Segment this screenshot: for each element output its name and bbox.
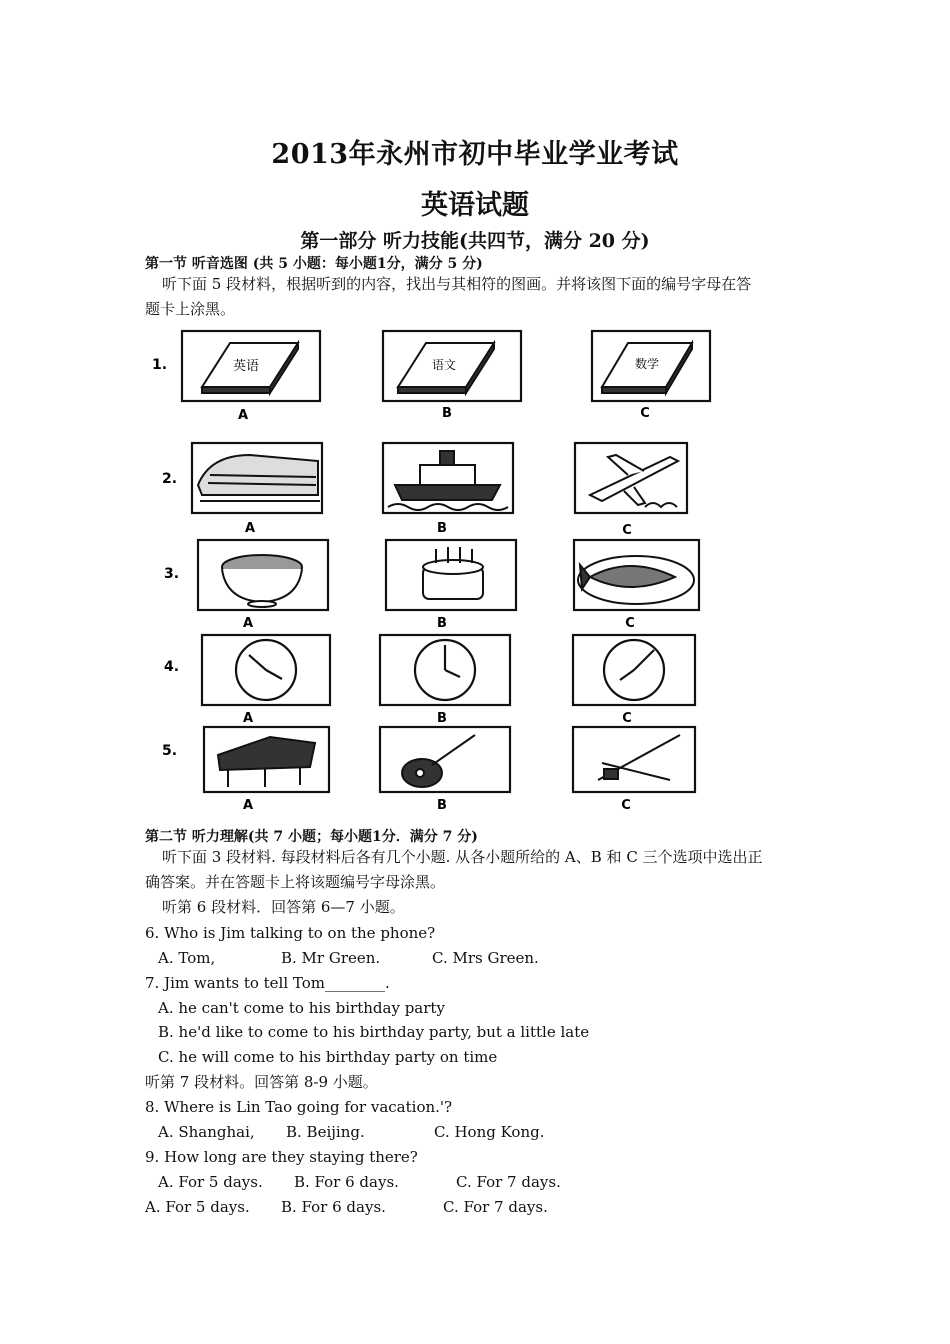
q9-repeat-option-b: B. For 6 days. (281, 1198, 386, 1216)
q9-option-c: C. For 7 days. (456, 1173, 561, 1191)
q7-option-b: B. he'd like to come to his birthday party, but a little late (158, 1023, 590, 1041)
book-b-label: 语文 (431, 358, 457, 372)
q7-option-c: C. he will come to his birthday party on time (158, 1048, 498, 1066)
row-1-option-c: C (640, 406, 650, 421)
fish-icon (578, 556, 694, 604)
book-c-label: 数学 (634, 357, 660, 371)
birthday-cake-icon (423, 547, 483, 599)
clock-b-icon (415, 640, 475, 700)
row-1-number: 1. (152, 357, 168, 373)
exam-subject: 英语试题 (421, 190, 529, 221)
section1-heading: 第一节 听音选图 (共 5 小题：每小题1分，满分 5 分) (145, 256, 483, 272)
row-1-option-b: B (442, 406, 452, 421)
material-7-heading: 听第 7 段材料。回答第 8-9 小题。 (145, 1073, 378, 1091)
clock-c-icon (604, 640, 664, 700)
q9-repeat-option-c: C. For 7 days. (443, 1198, 548, 1216)
q8-option-c: C. Hong Kong. (434, 1123, 545, 1141)
q6-option-c: C. Mrs Green. (432, 949, 539, 967)
question-6: 6. Who is Jim talking to on the phone? (145, 924, 436, 942)
section1-instruction-line2: 题卡上涂黑。 (145, 300, 236, 318)
material-6-heading: 听第 6 段材料．回答第 6—7 小题。 (162, 898, 405, 916)
row-5-option-a: A (242, 798, 254, 813)
q8-option-b: B. Beijing. (286, 1123, 365, 1141)
row-4-number: 4. (164, 659, 180, 675)
question-7: 7. Jim wants to tell Tom________. (145, 974, 390, 992)
row-2-number: 2. (162, 471, 178, 487)
question-8: 8. Where is Lin Tao going for vacation.'? (145, 1098, 453, 1116)
q9-option-b: B. For 6 days. (294, 1173, 399, 1191)
picture-grid (140, 325, 760, 815)
row-2-option-c: C (622, 523, 632, 538)
q9-option-a: A. For 5 days. (158, 1173, 263, 1191)
row-4-option-b: B (437, 711, 447, 726)
section2-heading: 第二节 听力理解(共 7 小题；每小题1分．满分 7 分) (145, 829, 478, 845)
guitar-icon (402, 735, 475, 787)
row-5-option-c: C (621, 798, 631, 813)
row-5-number: 5. (162, 743, 178, 759)
piano-icon (218, 737, 315, 787)
row-3-option-c: C (625, 616, 635, 631)
section2-instruction-line1: 听下面 3 段材料. 每段材料后各有几个小题. 从各小题所给的 A、B 和 C 三个选项中选出正 (162, 848, 763, 866)
row-2-option-a: A (244, 521, 256, 536)
row-5-option-b: B (437, 798, 447, 813)
exam-title: 2013年永州市初中毕业学业考试 (271, 139, 679, 170)
q6-option-a: A. Tom, (158, 949, 216, 967)
book-a-label: 英语 (232, 359, 260, 374)
row-4-option-a: A (242, 711, 254, 726)
row-1-option-a: A (237, 408, 249, 423)
ship-icon (388, 451, 508, 510)
picture-5b-frame (380, 727, 510, 792)
row-3-option-a: A (242, 616, 254, 631)
q6-option-b: B. Mr Green. (281, 949, 381, 967)
q9-repeat-option-a: A. For 5 days. (145, 1198, 250, 1216)
question-9: 9. How long are they staying there? (145, 1148, 418, 1166)
row-4-option-c: C (622, 711, 632, 726)
clock-a-icon (236, 640, 296, 700)
erhu-icon (598, 735, 680, 780)
part-heading: 第一部分 听力技能(共四节，满分 20 分) (300, 230, 650, 252)
q7-option-a: A. he can't come to his birthday party (158, 999, 445, 1017)
train-icon (198, 455, 320, 501)
section1-instruction-line1: 听下面 5 段材料，根据听到的内容，找出与其相符的图画。并将该图下面的编号字母在答 (162, 275, 752, 293)
row-3-number: 3. (164, 566, 180, 582)
section2-instruction-line2: 确答案。并在答题卡上将该题编号字母涂黑。 (145, 873, 446, 891)
q8-option-a: A. Shanghai, (158, 1123, 255, 1141)
row-2-option-b: B (437, 521, 447, 536)
row-3-option-b: B (437, 616, 447, 631)
rice-bowl-icon (222, 555, 302, 607)
airplane-icon (590, 455, 678, 507)
